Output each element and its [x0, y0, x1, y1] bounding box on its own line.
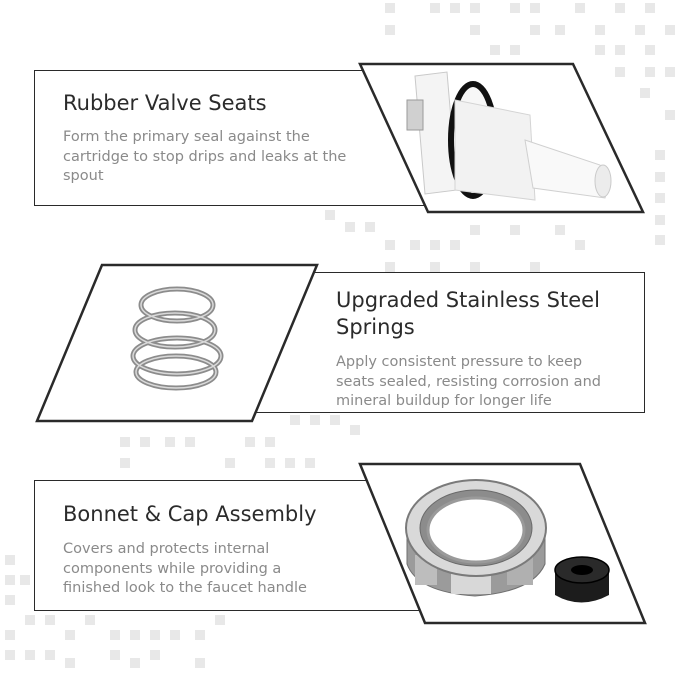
bonnet-nut-image: [406, 480, 546, 596]
feature-description: Covers and protects internal components while providing a finished look to the faucet handle: [63, 541, 307, 596]
stainless-spring-image: [32, 260, 324, 426]
valve-cartridge-image: [355, 60, 650, 215]
feature-title: Rubber Valve Seats: [63, 91, 267, 115]
feature-description: Form the primary seal against the cartridge to stop drips and leaks at the spout: [63, 129, 347, 184]
feature-title: Bonnet & Cap Assembly: [63, 502, 317, 526]
feature-title: Upgraded Stainless Steel Springs: [336, 288, 600, 339]
rubber-cap-image: [555, 557, 609, 603]
feature-description: Apply consistent pressure to keep seats sealed, resisting corrosion and mineral buildup for longer life: [336, 354, 601, 409]
bonnet-assembly-image: [355, 460, 650, 628]
